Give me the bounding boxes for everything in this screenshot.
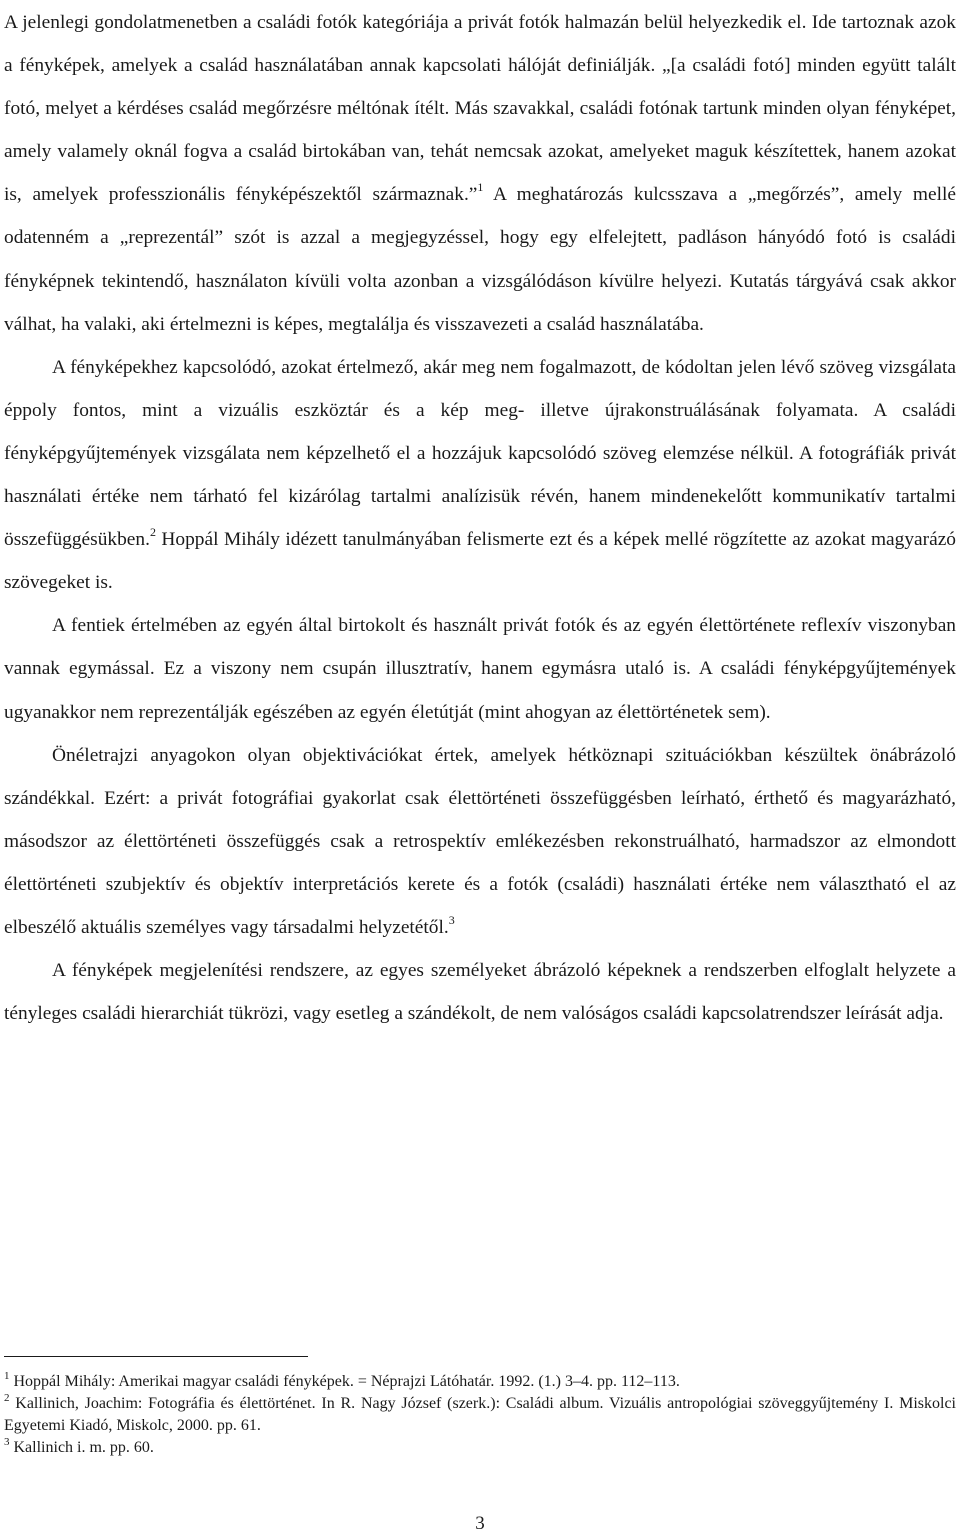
footnote-ref: 1 xyxy=(477,179,484,194)
paragraph-text: Hoppál Mihály idézett tanulmányában felismerte ezt és a képek mellé rögzítette az azokat magyarázó szövegeket is. xyxy=(4,529,956,594)
paragraph-text: A meghatározás kulcsszava a „megőrzés”, amely mellé odatenném a „reprezentál” szót is azzal a megjegyzéssel, hogy egy elfelejtett, padláson hányódó fotó is családi fényképnek tekintendő, használaton kívüli volta azonban a vizsgálódáson kívülre helyezi. Kutatás tárgyává csak akkor válhat, ha valaki, aki értelmezni is képes, megtalálja és visszavezeti a család használatába. xyxy=(4,184,956,335)
paragraph xyxy=(4,949,956,1035)
paragraph xyxy=(4,734,956,949)
paragraph-text: A fényképekhez kapcsolódó, azokat értelmező, akár meg nem fogalmazott, de kódoltan jelen lévő szöveg vizsgálata éppoly fontos, mint a vizuális eszköztár és a kép meg- illetve újrakonstruálásának folyamata. A családi fényképgyűjtemények vizsgálata nem képzelhető el a hozzájuk kapcsolódó szöveg elemzése nélkül. A fotográfiák privát használati értéke nem tárható fel kizárólag tartalmi analízisük révén, hanem mindenekelőtt kommunikatív tartalmi összefüggésükben. xyxy=(4,356,956,551)
footnote-number: 1 xyxy=(4,1369,10,1382)
page-number: 3 xyxy=(475,1513,485,1534)
footnote-number: 3 xyxy=(4,1435,10,1448)
footnote-number: 2 xyxy=(4,1391,10,1404)
paragraph xyxy=(4,346,956,605)
document-page xyxy=(4,0,956,1035)
footnote-ref: 3 xyxy=(448,912,455,927)
footnote xyxy=(4,1437,956,1459)
footnote xyxy=(4,1393,956,1437)
body-text xyxy=(4,0,956,1035)
footnote-divider xyxy=(4,1356,308,1357)
paragraph-text: A fentiek értelmében az egyén által birtokolt és használt privát fotók és az egyén élettörténete reflexív viszonyban vannak egymással. Ez a viszony nem csupán illusztratív, hanem egymásra utaló is. A családi fényképgyűjtemények ugyanakkor nem reprezentálják egészében az egyén életútját (mint ahogyan az élettörténetek sem). xyxy=(4,615,956,723)
footnote-text: Kallinich i. m. pp. 60. xyxy=(9,1439,154,1456)
paragraph xyxy=(4,604,956,733)
paragraph-text: A fényképek megjelenítési rendszere, az egyes személyeket ábrázoló képeknek a rendszerben elfoglalt helyzete a tényleges családi hierarchiát tükrözi, vagy esetleg a szándékolt, de nem valóságos családi kapcsolatrendszer leírását adja. xyxy=(4,960,956,1025)
footnote-text: Hoppál Mihály: Amerikai magyar családi fényképek. = Néprajzi Látóhatár. 1992. (1.) 3–4. pp. 112–113. xyxy=(9,1373,680,1390)
footnotes xyxy=(4,1371,956,1459)
footnote-text: Kallinich, Joachim: Fotográfia és élettörténet. In R. Nagy József (szerk.): Családi album. Vizuális antropológiai szöveggyűjtemény I. Miskolci Egyetemi Kiadó, Miskolc, 2000. pp. 61. xyxy=(4,1395,956,1434)
paragraph-text: Önéletrajzi anyagokon olyan objektivációkat értek, amelyek hétköznapi szituációkban készültek önábrázoló szándékkal. Ezért: a privát fotográfiai gyakorlat csak élettörténeti összefüggésben leírható, érthető és magyarázható, másodszor az élettörténeti összefüggés csak a retrospektív emlékezésben rekonstruálható, harmadszor az elmondott élettörténeti szubjektív és objektív interpretációs kerete és a fotók (családi) használati értéke nem választható el az elbeszélő aktuális személyes vagy társadalmi helyzetétől. xyxy=(4,744,956,938)
paragraph xyxy=(4,1,956,346)
footnote xyxy=(4,1371,956,1393)
paragraph-text: A jelenlegi gondolatmenetben a családi fotók kategóriája a privát fotók halmazán belül helyezkedik el. Ide tartoznak azok a fényképek, amelyek a család használatában annak kapcsolati hálóját definiálják. „[a családi fotó] minden együtt talált fotó, melyet a kérdéses család megőrzésre méltónak ítélt. Más szavakkal, családi fotónak tartunk minden olyan fényképet, amely valamely oknál fogva a család birtokában van, tehát nemcsak azokat, amelyeket maguk készítettek, hanem azokat is, amelyek professzionális fényképészektől származnak.” xyxy=(4,12,956,206)
footnote-ref: 2 xyxy=(149,524,156,539)
